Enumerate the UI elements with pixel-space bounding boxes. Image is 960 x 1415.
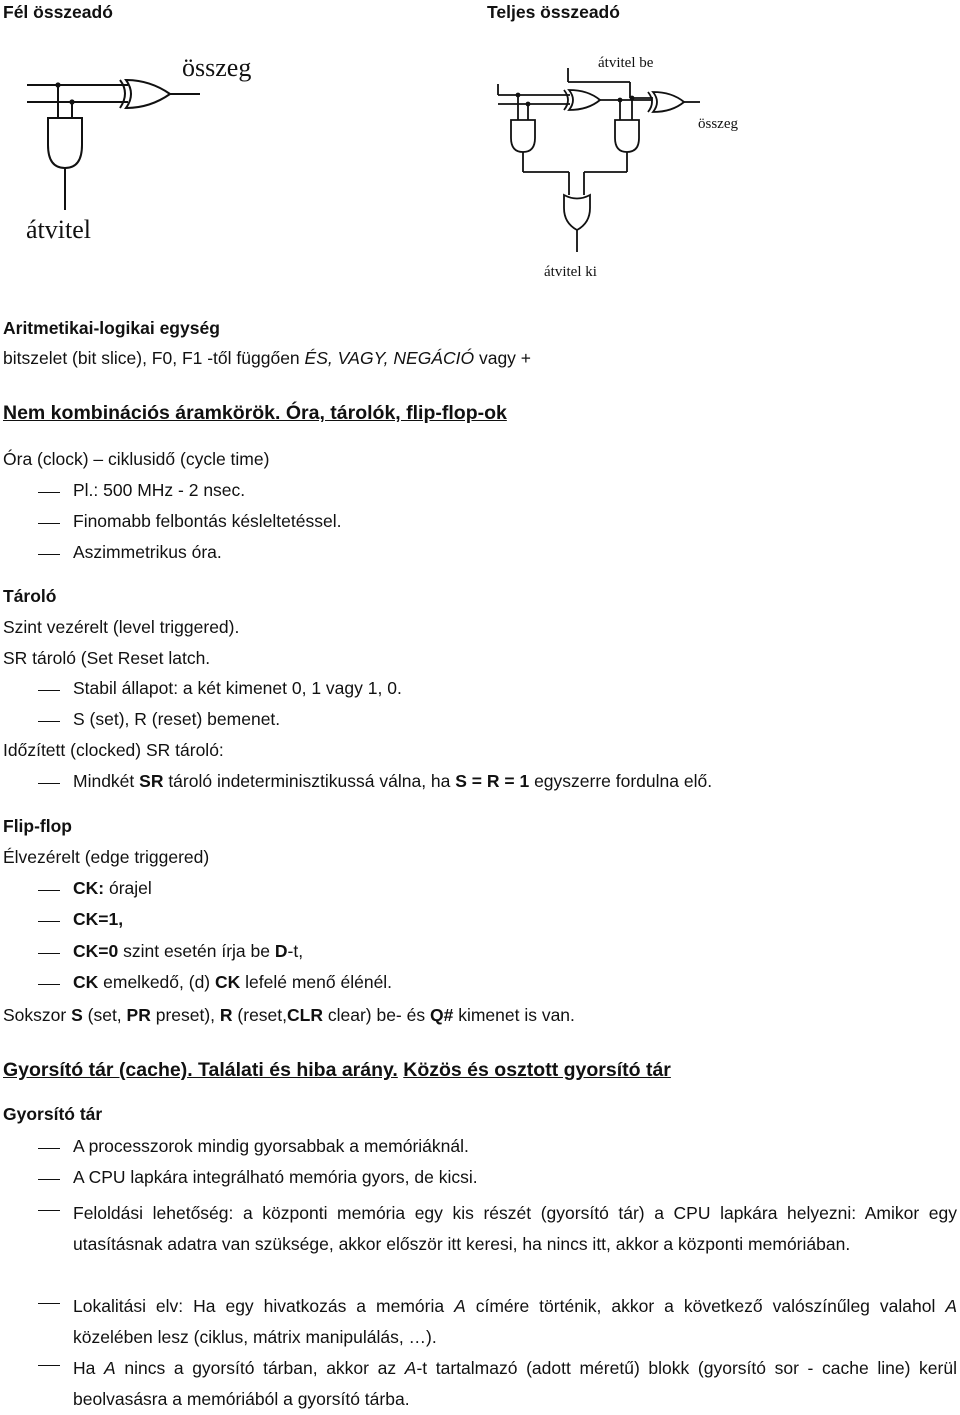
half-adder-diagram [0, 40, 300, 250]
bullet-dash [38, 523, 60, 524]
flipflop-often: Sokszor S (set, PR preset), R (reset,CLR clear) be- és Q# kimenet is van. [3, 1005, 575, 1025]
full-adder-title: Teljes összeadó [487, 2, 620, 22]
alu-description: bitszelet (bit slice), F0, F1 -től függően ÉS, VAGY, NEGÁCIÓ vagy + [3, 348, 532, 368]
flipflop-item-edge: CK emelkedő, (d) CK lefelé menő élénél. [73, 972, 393, 992]
clocked-latch-title: Időzített (clocked) SR tároló: [3, 740, 224, 760]
alu-title: Aritmetikai-logikai egység [3, 318, 220, 338]
half-adder-carry-label: átvitel [26, 215, 91, 244]
flipflop-item-ck: CK: órajel [73, 878, 152, 898]
cache-title: Gyorsító tár [3, 1104, 103, 1124]
cache-item-locality: Lokalitási elv: Ha egy hivatkozás a memória A címére történik, akkor a következő valószínűleg valahol A közelében lesz (ciklus, mátrix manipulálás, …). [73, 1296, 957, 1347]
latch-title: Tároló [3, 586, 57, 606]
bullet-dash [38, 554, 60, 555]
bullet-dash [38, 1210, 60, 1211]
cache-item: Feloldási lehetőség: a központi memória egy kis részét (gyorsító tár) a CPU lapkára helyezni: Amikor egy utasításnak adatra van szüksége, akkor először itt keresi, ha nincs itt, akkor a központi memóriában. [73, 1203, 957, 1254]
latch-line-1: Szint vezérelt (level triggered). [3, 617, 240, 637]
flipflop-title: Flip-flop [3, 816, 73, 836]
cache-heading: Gyorsító tár (cache). Találati és hiba arány. Közös és osztott gyorsító tár [3, 1059, 671, 1081]
half-adder-sum-label: összeg [182, 53, 252, 82]
sequential-heading: Nem kombinációs áramkörök. Óra, tárolók, flip-flop-ok [3, 402, 507, 424]
bullet-dash [38, 1179, 60, 1180]
clock-title: Óra (clock) – ciklusidő (cycle time) [3, 449, 270, 469]
bullet-dash [38, 721, 60, 722]
bullet-dash [38, 953, 60, 954]
half-adder-title: Fél összeadó [3, 2, 113, 22]
latch-item: S (set), R (reset) bemenet. [73, 709, 281, 729]
latch-item: Stabil állapot: a két kimenet 0, 1 vagy 1, 0. [73, 678, 402, 698]
bullet-dash [38, 492, 60, 493]
bullet-dash [38, 984, 60, 985]
bullet-dash [38, 690, 60, 691]
bullet-dash [38, 1148, 60, 1149]
cache-item: A processzorok mindig gyorsabbak a memóriáknál. [73, 1136, 469, 1156]
full-adder-carry-in-label: átvitel be [598, 55, 654, 71]
bullet-dash [38, 890, 60, 891]
flipflop-item-ck0: CK=0 szint esetén írja be D-t, [73, 941, 304, 961]
clocked-latch-item: Mindkét SR tároló indeterminisztikussá válna, ha S = R = 1 egyszerre fordulna elő. [73, 771, 713, 791]
bullet-dash [38, 783, 60, 784]
cache-item-miss: Ha A nincs a gyorsító tárban, akkor az A-t tartalmazó (adott méretű) blokk (gyorsító sor - cache line) kerül beolvasásra a memóriából a gyorsító tárba. [73, 1358, 957, 1409]
full-adder-sum-label: összeg [698, 116, 738, 132]
full-adder-diagram [480, 40, 780, 285]
clock-item: Pl.: 500 MHz - 2 nsec. [73, 480, 246, 500]
flipflop-edge: Élvezérelt (edge triggered) [3, 847, 210, 867]
clock-item: Finomabb felbontás késleltetéssel. [73, 511, 342, 531]
flipflop-item-ck1: CK=1, [73, 909, 124, 929]
bullet-dash [38, 1365, 60, 1366]
bullet-dash [38, 1303, 60, 1304]
clock-item: Aszimmetrikus óra. [73, 542, 222, 562]
cache-item: A CPU lapkára integrálható memória gyors, de kicsi. [73, 1167, 478, 1187]
bullet-dash [38, 921, 60, 922]
full-adder-carry-out-label: átvitel ki [544, 264, 597, 280]
latch-line-2: SR tároló (Set Reset latch. [3, 648, 211, 668]
